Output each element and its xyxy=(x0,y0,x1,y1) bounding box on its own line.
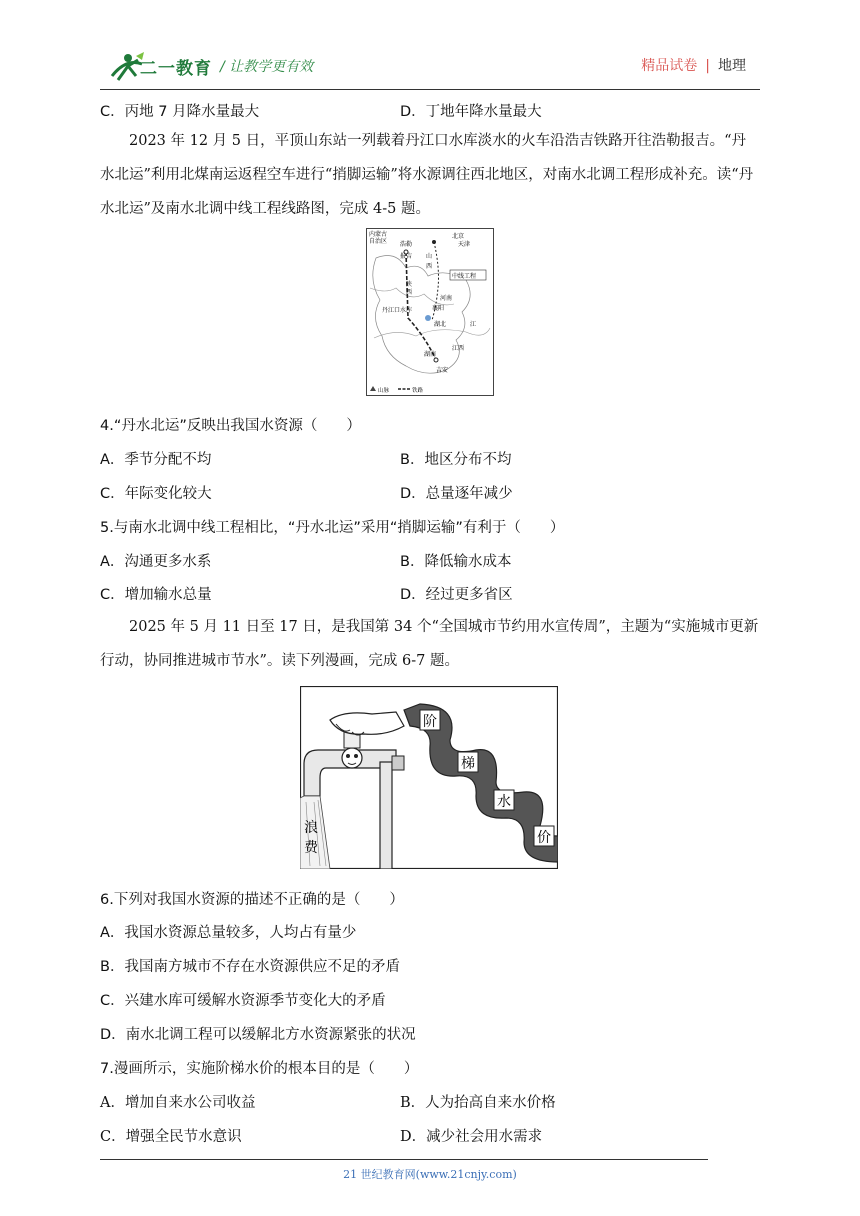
map-label: 陕 xyxy=(406,281,413,288)
map-label: 西 xyxy=(406,289,413,296)
intro-paragraph-2: 2025 年 5 月 11 日至 17 日，是我国第 34 个“全国城市节约用水宣传周”，主题为“实施城市更新行动，协同推进城市节水”。读下列漫画，完成 6-7 题。 xyxy=(100,619,759,669)
brand-name: 二一教育 xyxy=(140,59,212,79)
q4-option-c: C．年际变化较大 xyxy=(100,486,212,502)
header-subject: 地理 xyxy=(718,58,746,74)
header-rule xyxy=(100,89,760,90)
step-char: 水 xyxy=(497,794,511,810)
map-legend-rail: 铁路 xyxy=(412,388,424,394)
map-label: 湖南 xyxy=(424,351,437,358)
map-label: 河南 xyxy=(440,295,453,302)
prev-option-c: C．丙地 7 月降水量最大 xyxy=(100,104,260,120)
step-char: 梯 xyxy=(461,756,475,772)
map-label: 天津 xyxy=(458,241,471,248)
brand-slogan: / 让教学更有效 xyxy=(220,59,314,75)
q4-option-a: A．季节分配不均 xyxy=(100,452,212,468)
q5-option-d: D．经过更多省区 xyxy=(400,587,513,603)
map-label: 江 xyxy=(470,321,477,328)
map-label: 吉安 xyxy=(436,367,449,374)
question-4-stem: 4.“丹水北运”反映出我国水资源（ ） xyxy=(100,418,361,434)
q7-option-a: A．增加自来水公司收益 xyxy=(100,1095,256,1111)
route-map xyxy=(366,228,494,396)
q6-option-d: D．南水北调工程可以缓解北方水资源紧张的状况 xyxy=(100,1027,416,1043)
q4-option-d: D．总量逐年减少 xyxy=(400,486,513,502)
step-char: 阶 xyxy=(423,714,437,730)
stepped-water-price-cartoon xyxy=(300,686,558,869)
map-label: 浩勒 xyxy=(400,241,413,248)
q6-option-c: C．兴建水库可缓解水资源季节变化大的矛盾 xyxy=(100,993,386,1009)
footer-rule xyxy=(100,1159,708,1160)
intro-paragraph-1: 2023 年 12 月 5 日，平顶山东站一列载着丹江口水库淡水的火车沿浩吉铁路开往浩勒报吉。“丹水北运”利用北煤南运返程空车进行“捎脚运输”将水源调往西北地区，对南水北调工程形成补充。读“丹水北运”及南水北调中线工程线路图，完成 4-5 题。 xyxy=(100,133,754,217)
header-meta xyxy=(641,55,746,75)
map-label: 中线工程 xyxy=(452,273,477,280)
map-legend-mountain: 山脉 xyxy=(378,388,390,394)
header-separator: | xyxy=(705,58,710,74)
q4-option-b: B．地区分布不均 xyxy=(400,452,512,468)
question-6-stem: 6.下列对我国水资源的描述不正确的是（ ） xyxy=(100,892,404,908)
map-label: 山 xyxy=(426,253,433,260)
map-label: 江西 xyxy=(452,345,465,352)
waste-char: 费 xyxy=(304,840,318,856)
map-label: 西 xyxy=(426,263,433,270)
map-label: 湖北 xyxy=(434,321,447,328)
map-label: 自治区 xyxy=(369,238,388,245)
prev-option-d: D．丁地年降水量最大 xyxy=(400,104,542,120)
map-label: 丹江口水库 xyxy=(382,307,413,314)
q5-option-a: A．沟通更多水系 xyxy=(100,554,212,570)
q7-option-d: D．减少社会用水需求 xyxy=(400,1129,543,1145)
map-label: 报吉 xyxy=(400,253,413,260)
q5-option-c: C．增加输水总量 xyxy=(100,587,212,603)
q5-option-b: B．降低输水成本 xyxy=(400,554,512,570)
q7-option-b: B．人为抬高自来水价格 xyxy=(400,1095,556,1111)
map-label: 襄阳 xyxy=(432,305,445,312)
question-7-stem: 7.漫画所示，实施阶梯水价的根本目的是（ ） xyxy=(100,1061,419,1077)
q7-option-c: C．增强全民节水意识 xyxy=(100,1129,242,1145)
q6-option-a: A．我国水资源总量较多，人均占有量少 xyxy=(100,925,357,941)
map-label: 北京 xyxy=(452,233,465,240)
map-label: 内蒙古 xyxy=(369,231,388,238)
page-header xyxy=(100,46,760,90)
header-tag: 精品试卷 xyxy=(641,58,698,74)
q6-option-b: B．我国南方城市不存在水资源供应不足的矛盾 xyxy=(100,959,400,975)
footer-source: 21 世纪教育网(www.21cnjy.com) xyxy=(343,1168,517,1181)
waste-char: 浪 xyxy=(304,820,318,836)
step-char: 价 xyxy=(537,830,551,846)
question-5-stem: 5.与南水北调中线工程相比，“丹水北运”采用“捎脚运输”有利于（ ） xyxy=(100,520,565,536)
